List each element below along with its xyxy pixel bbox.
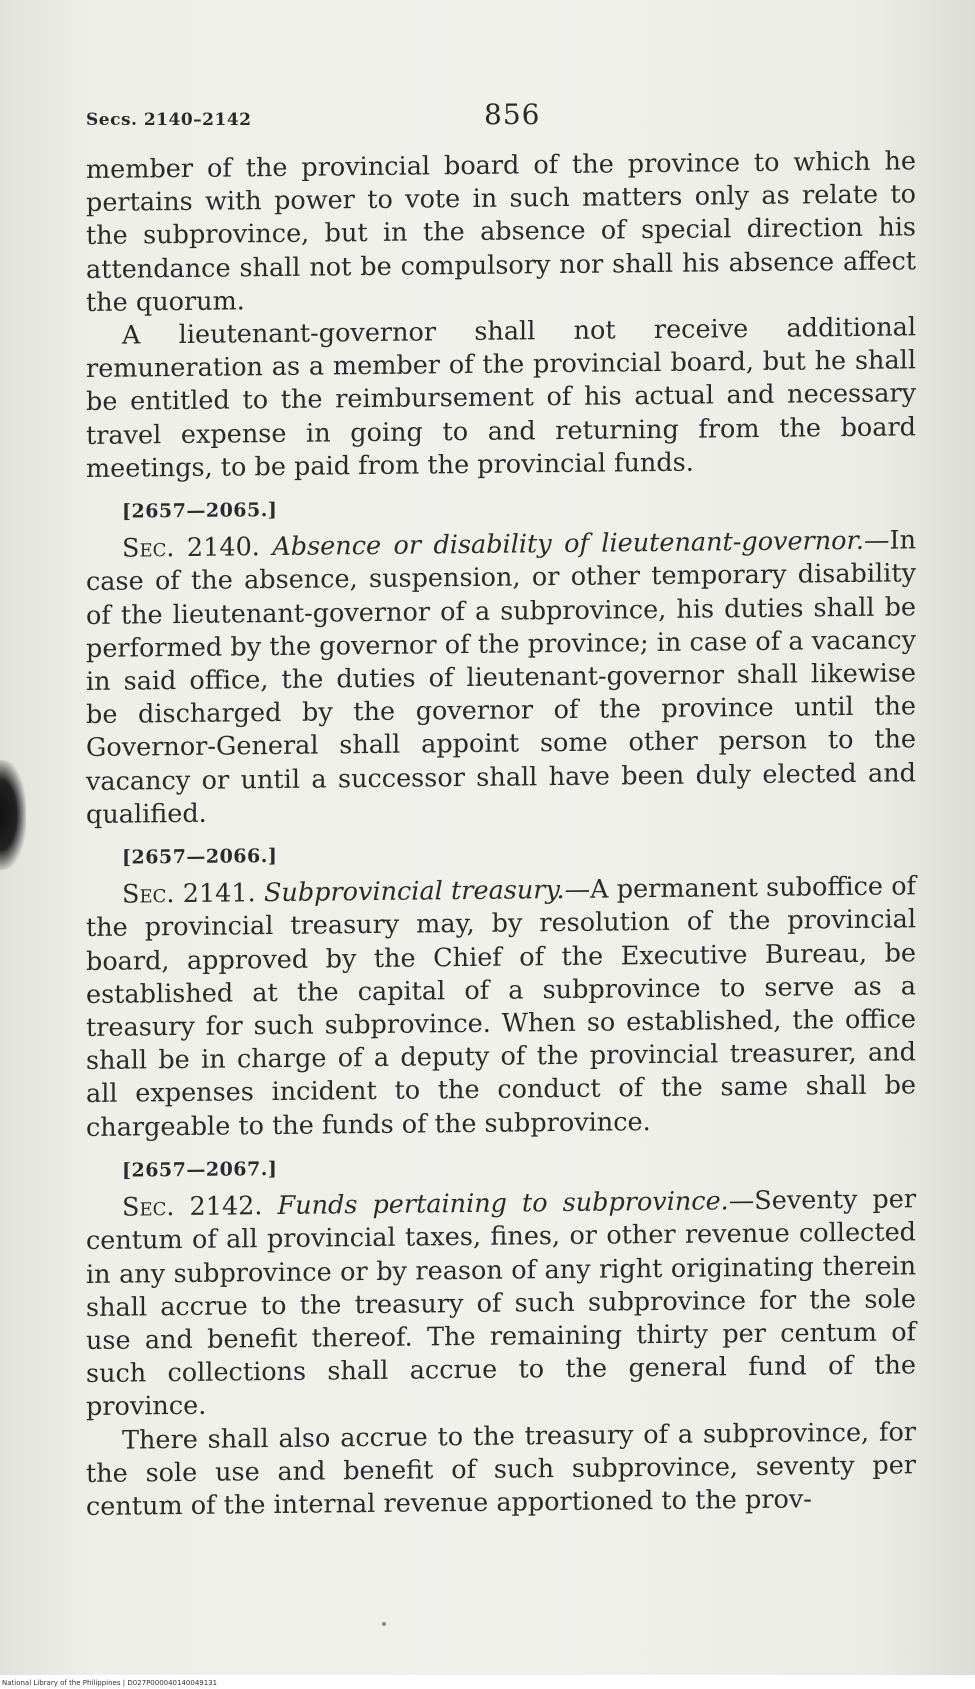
paragraph-continued: member of the provincial board of the province to which he pertains with power to vote in such matters only as relate to the subprovince, but in the absence of special direction his attendance shall not be compulsory nor shall his absence affect the quorum. [86, 146, 916, 318]
footer-text: National Library of the Philippines | D027P000040140049131 [2, 1679, 218, 1687]
footer-strip [0, 1675, 975, 1689]
section-2140 [86, 525, 916, 833]
paragraph-internal-revenue: There shall also accrue to the treasury of a subprovince, for the sole use and benefit of such subprovince, seventy per centum of the internal revenue apportioned to the prov- [86, 1416, 916, 1522]
section-title: Subprovincial treasury.— [263, 874, 591, 909]
footer-code: D027P000040140049131 [127, 1679, 218, 1687]
section-label: Sec. 2142. [122, 1191, 263, 1223]
section-text: Seventy per centum of all provincial taxes, fines, or other revenue collected in any subprovince or by reason of any right originating therein shall accrue to the treasury of such subprovince for the sole use and benefit thereof. The remaining thirty per centum of such collections shall accrue to the general fund of the province. [86, 1184, 917, 1423]
section-text: In case of the absence, suspension, or other temporary disability of the lieutenant-governor of a subprovince, his duties shall be performed by the governor of the province; in case of a vacancy in said office, the duties of lieutenant-governor shall likewise be discharged by the governor of the province until the Governor-General shall appoint some other person to the vacancy or until a successor shall have been duly elected and qualified. [86, 525, 917, 830]
footer-library: National Library of the Philippines [2, 1679, 121, 1687]
page-header [86, 98, 922, 138]
source-citation-2142: [2657—2067.] [122, 1157, 278, 1182]
body-text [86, 145, 916, 1524]
paragraph-remuneration: A lieutenant-governor shall not receive additional remuneration as a member of the provincial board, but he shall be entitled to the reimbursement of his actual and necessary travel expense in going to and returning from the board meetings, to be paid from the provincial funds. [86, 312, 916, 484]
page-number: 856 [484, 98, 541, 131]
section-label: Sec. 2140. [122, 532, 260, 564]
scan-smudge [0, 760, 26, 870]
section-2142 [86, 1183, 916, 1424]
section-reference: Secs. 2140–2142 [86, 110, 252, 130]
source-citation-2140: [2657—2065.] [122, 499, 278, 523]
section-text: A permanent suboffice of the provincial treasury may, by resolution of the provincial board, approved by the Chief of the Executive Bureau, be established at the capital of a subprovince to serve as a treasury for such subprovince. When so established, the office shall be in charge of a deputy of the provincial treasurer, and all expenses incident to the conduct of the same shall be chargeable to the funds of the subprovince. [86, 871, 916, 1143]
section-label: Sec. 2141. [122, 878, 256, 910]
section-2141 [86, 871, 916, 1145]
section-title: Funds pertaining to subprovince.— [277, 1186, 755, 1222]
section-title: Absence or disability of lieutenant-governor.— [272, 525, 890, 563]
source-citation-2141: [2657—2066.] [122, 845, 278, 869]
scan-speck [382, 1622, 386, 1626]
